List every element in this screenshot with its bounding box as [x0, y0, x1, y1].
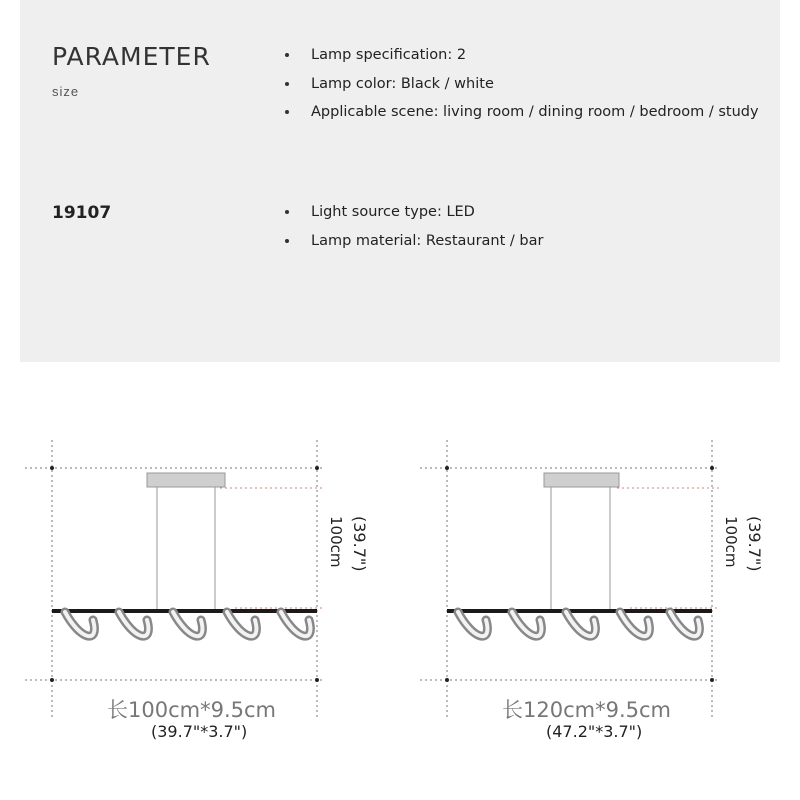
- length-label: 长100cm*9.5cm: [107, 698, 276, 722]
- spec-list-model: [285, 204, 543, 261]
- spec-item: [285, 104, 759, 133]
- spec-item: [285, 76, 759, 105]
- length-inch-label: (39.7"*3.7"): [151, 722, 248, 741]
- height-cm-label: 100cm: [722, 516, 740, 568]
- spec-text: Lamp color: Black / white: [311, 75, 494, 92]
- parameter-panel: [20, 0, 780, 362]
- lamp-diagram-120cm: [420, 430, 764, 760]
- height-cm-label: 100cm: [327, 516, 345, 568]
- spec-item: [285, 204, 543, 233]
- height-inch-label: (39.7"): [350, 516, 369, 572]
- spec-text: Lamp material: Restaurant / bar: [311, 232, 544, 249]
- spec-item: [285, 233, 543, 262]
- parameter-subtitle: size: [52, 84, 80, 99]
- lamp-diagram-100cm: [25, 430, 369, 760]
- bullet-icon: [285, 210, 289, 214]
- spec-text: Light source type: LED: [311, 204, 475, 220]
- parameter-title: PARAMETER: [52, 42, 211, 71]
- model-number: 19107: [52, 203, 112, 223]
- spec-item: [285, 47, 759, 76]
- height-inch-label: (39.7"): [745, 516, 764, 572]
- bullet-icon: [285, 239, 289, 243]
- bullet-icon: [285, 53, 289, 57]
- height-dimension: [285, 516, 369, 596]
- spec-text: Applicable scene: living room / dining room / bedroom / study: [311, 104, 759, 120]
- bullet-icon: [285, 110, 289, 114]
- spec-list-general: [285, 47, 759, 133]
- length-inch-label: (47.2"*3.7"): [546, 722, 643, 741]
- length-label: 长120cm*9.5cm: [502, 698, 671, 722]
- bullet-icon: [285, 82, 289, 86]
- spec-text: Lamp specification: 2: [311, 47, 467, 63]
- height-dimension: [680, 516, 764, 596]
